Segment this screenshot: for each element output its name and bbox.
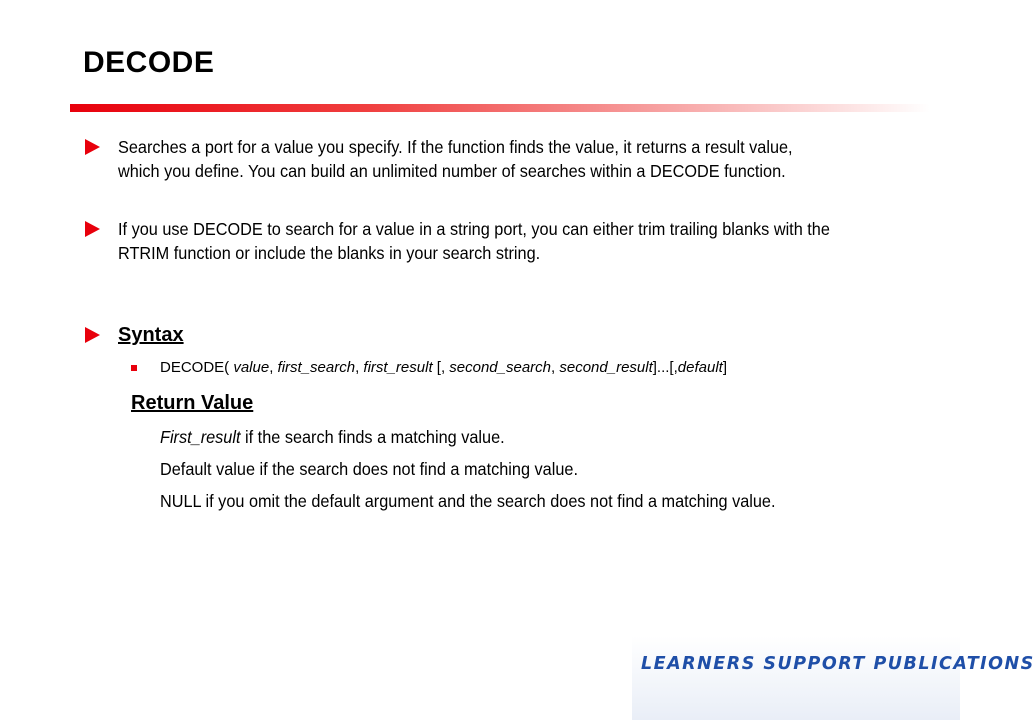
syntax-part: , xyxy=(551,359,560,376)
return-line-3: NULL if you omit the default argument and the search does not find a matching value. xyxy=(160,491,776,511)
return-line-1-rest: if the search finds a matching value. xyxy=(240,427,505,447)
syntax-part: first_result xyxy=(363,359,433,376)
syntax-part: , xyxy=(269,359,278,376)
logo-background xyxy=(632,636,960,720)
title-divider xyxy=(70,104,930,112)
syntax-part: second_search xyxy=(449,359,552,376)
arrow-bullet-1 xyxy=(85,139,100,155)
syntax-part: default xyxy=(677,359,723,376)
syntax-part: [, xyxy=(432,359,450,376)
return-line-1-italic: First_result xyxy=(160,427,241,447)
publisher-logo: LEARNERS SUPPORT PUBLICATIONS xyxy=(641,654,1035,674)
syntax-part: second_result xyxy=(559,359,653,376)
return-value-heading: Return Value xyxy=(131,392,254,414)
bullet-text-1: Searches a port for a value you specify. If the function finds the value, it returns a result value, which you define. You can build an unlimited number of searches within a DECODE function. xyxy=(118,137,793,181)
syntax-heading: Syntax xyxy=(118,324,184,346)
syntax-line xyxy=(160,358,727,378)
arrow-bullet-2 xyxy=(85,221,100,237)
arrow-bullet-syntax xyxy=(85,327,100,343)
square-bullet xyxy=(131,365,137,371)
syntax-part: ] xyxy=(722,359,727,376)
syntax-part: , xyxy=(355,359,364,376)
syntax-part: first_search xyxy=(277,359,356,376)
syntax-part: DECODE( xyxy=(160,359,234,376)
page-title: DECODE xyxy=(83,46,215,79)
return-line-1 xyxy=(160,425,820,449)
bullet-text-2: If you use DECODE to search for a value in a string port, you can either trim trailing blanks with the RTRIM function or include the blanks in your search string. xyxy=(118,219,830,263)
return-line-2: Default value if the search does not find a matching value. xyxy=(160,459,578,479)
syntax-part: ]...[, xyxy=(652,359,678,376)
syntax-part: value xyxy=(233,359,270,376)
